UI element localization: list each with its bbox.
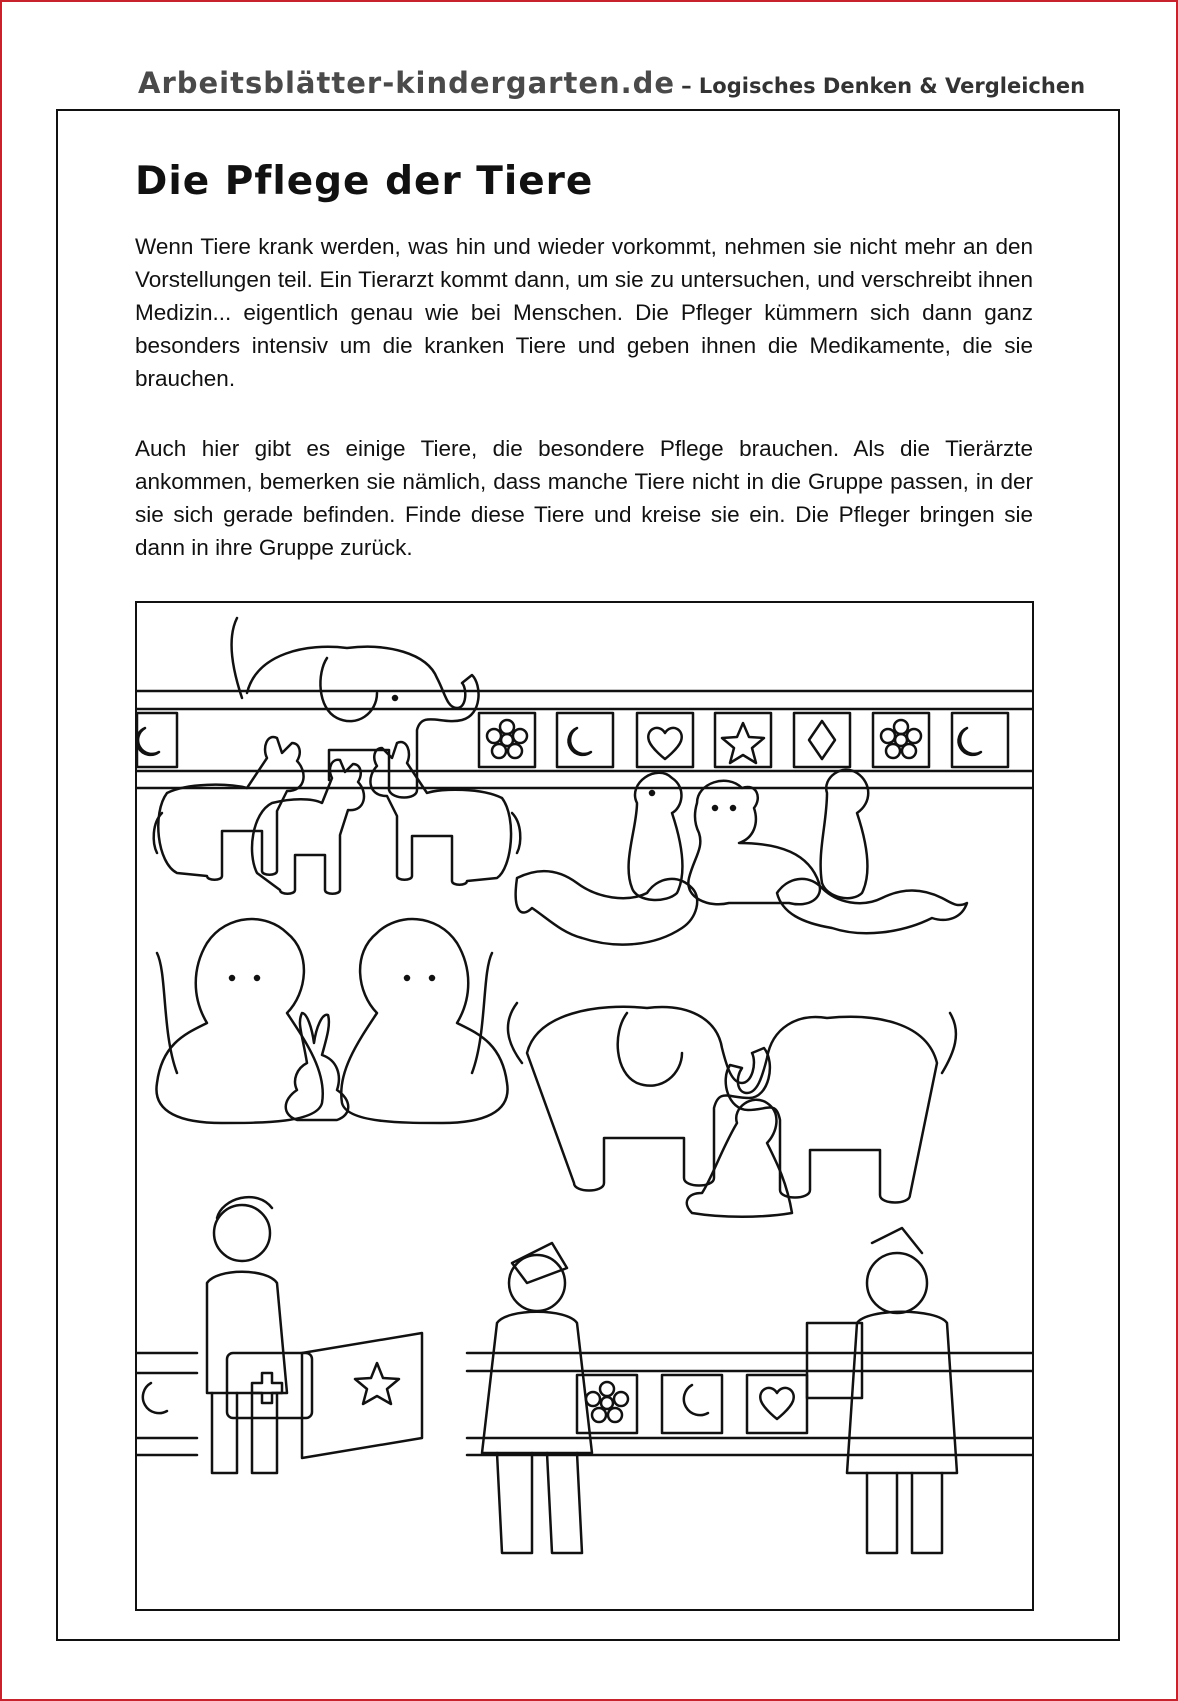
seal-lower-middle — [687, 1100, 792, 1217]
donkey-right — [370, 742, 520, 885]
elephant-lower-right — [726, 1013, 956, 1203]
seal-lying-right — [777, 879, 967, 933]
nurse-with-clipboard — [807, 1228, 957, 1553]
intro-paragraph: Wenn Tiere krank werden, was hin und wieder vorkommt, nehmen sie nicht mehr an den Vorstellungen teil. Ein Tierarzt kommt dann, um sie zu untersuchen, und verschreibt ihnen Medizin... eigentlich genau wie bei Menschen. Die Pfleger kümmern sich dann ganz besonders intensiv um die kranken Tiere und geben ihnen die Medikamente, die sie brauchen. — [135, 234, 1033, 391]
vet-middle-back — [482, 1243, 592, 1553]
heart-icon — [760, 1388, 793, 1419]
moon-icon — [137, 728, 981, 755]
flower-icon — [586, 1382, 628, 1422]
star-icon — [355, 1363, 399, 1404]
lion-left — [156, 919, 322, 1123]
seal-lying-left — [516, 871, 698, 945]
seal-left-standing — [629, 773, 683, 900]
wall-band-top — [137, 691, 1034, 788]
zoo-illustration — [135, 601, 1034, 1611]
task-paragraph: Auch hier gibt es einige Tiere, die besondere Pflege brauchen. Als die Tierärzte ankommen, bemerken sie nämlich, dass manche Tiere nicht in die Gruppe passen, in der sie sich gerade befinden. Finde diese Tiere und kreise sie ein. Die Pfleger bringen sie dann in ihre Gruppe zurück. — [135, 436, 1033, 560]
star-icon — [722, 723, 764, 763]
flower-icon — [487, 720, 921, 758]
diamond-icon — [809, 721, 835, 759]
heart-icon — [648, 728, 681, 759]
bear — [688, 781, 820, 905]
lion-right — [341, 919, 507, 1123]
site-subtitle: – Logisches Denken & Vergleichen — [681, 74, 1086, 98]
site-header — [138, 66, 1088, 106]
site-name: Arbeitsblätter-kindergarten.de — [138, 66, 676, 100]
vet-left-with-bag — [207, 1197, 312, 1473]
worksheet-title: Die Pflege der Tiere — [135, 159, 594, 204]
